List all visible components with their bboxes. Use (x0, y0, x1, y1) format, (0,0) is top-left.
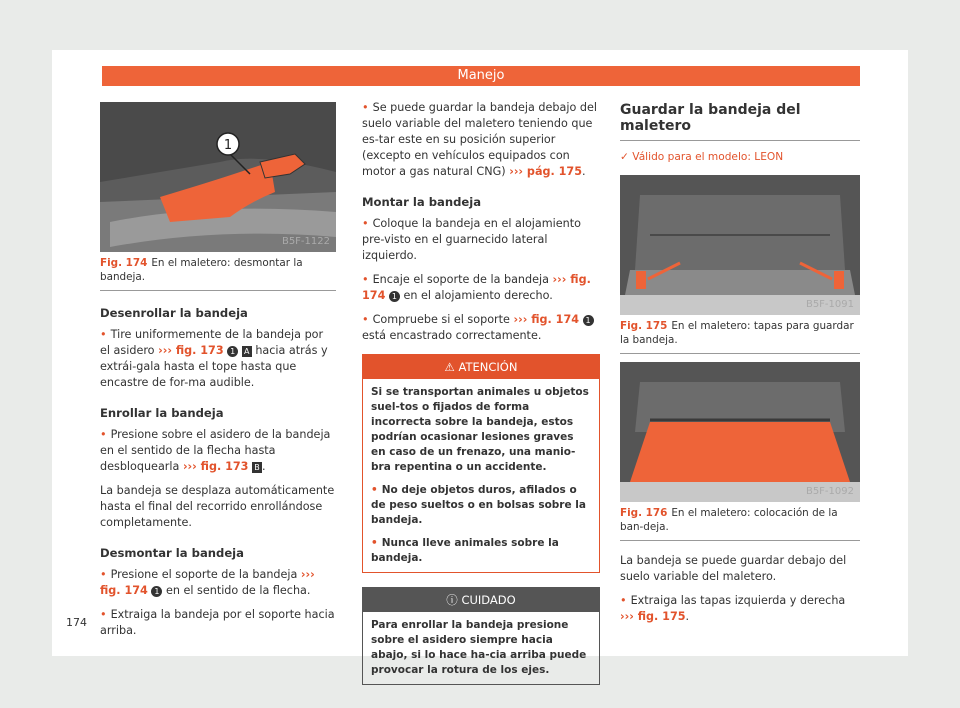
trunk-illustration-176 (620, 362, 860, 502)
bullet-icon: • (100, 428, 107, 441)
callout-1-icon: 1 (389, 291, 400, 302)
section-title-store: Guardar la bandeja del maletero (620, 102, 860, 141)
figure-174 (100, 102, 336, 252)
warning-text: Si se transportan animales u objetos suel-tos o fijados de forma incorrecta sobre la bandeja, estos podrían ocasionar lesiones graves en caso de un frenazo, una manio-bra repentina o un accidente. (371, 386, 589, 473)
column-2 (362, 100, 600, 685)
figure-number: Fig. 175 (620, 320, 668, 332)
remove-step-2: • Extraiga la bandeja por el soporte hacia arriba. (100, 608, 335, 637)
manual-page (52, 50, 908, 676)
callout-a-icon: A (242, 346, 252, 357)
section-title-roll: Enrollar la bandeja (100, 406, 224, 420)
figure-code: B5F-1122 (281, 236, 330, 247)
figure-175 (620, 175, 860, 315)
column-3 (620, 100, 860, 633)
figure-caption (620, 319, 860, 354)
bullet-icon: • (362, 273, 369, 286)
trunk-illustration-175 (620, 175, 860, 315)
remove-step-1: • Presione el soporte de la bandeja ››› fig. 174 1 en el sentido de la flecha. (100, 568, 315, 597)
mount-step-1: • Coloque la bandeja en el alojamiento pre-visto en el guarnecido lateral izquierdo. (362, 217, 581, 262)
valid-model: ✓ Válido para el modelo: LEON (620, 151, 784, 163)
fig-ref-link[interactable]: ››› fig. 173 (182, 460, 249, 473)
figure-code: B5F-1092 (805, 486, 854, 497)
warning-box (362, 354, 600, 573)
bullet-icon: • (100, 608, 107, 621)
fig-ref-link[interactable]: ››› fig. 174 (100, 568, 315, 597)
store-step-1: • Extraiga las tapas izquierda y derecha ››› fig. 175. (620, 594, 846, 623)
callout-b-icon: B (252, 462, 262, 473)
caution-text: Para enrollar la bandeja presione sobre el asidero siempre hacia abajo, si lo hace ha-cia arriba puede provocar la rotura de los ejes. (371, 619, 587, 676)
figure-code: B5F-1091 (805, 299, 854, 310)
bullet-icon: • (620, 594, 627, 607)
figure-caption-text: En el maletero: colocación de la ban-deja. (620, 507, 838, 533)
bullet-icon: • (362, 101, 369, 114)
warning-header: ⚠ ATENCIÓN (363, 355, 599, 379)
figure-caption-text: En el maletero: tapas para guardar la bandeja. (620, 320, 854, 346)
caution-info-icon: ⓘ (446, 593, 458, 607)
trunk-illustration-174 (100, 102, 336, 252)
bullet-icon: • (100, 568, 107, 581)
warning-bullet-1: • No deje objetos duros, afilados o de peso sueltos o en bolsas sobre la bandeja. (371, 484, 586, 526)
figure-caption (100, 256, 336, 291)
section-title-remove: Desmontar la bandeja (100, 546, 244, 560)
section-title-mount: Montar la bandeja (362, 195, 482, 209)
callout-1-icon: 1 (151, 586, 162, 597)
bullet-icon: • (362, 217, 369, 230)
caution-box (362, 587, 600, 685)
section-title-unroll: Desenrollar la bandeja (100, 306, 248, 320)
roll-step-1: • Presione sobre el asidero de la bandeja en el sentido de la flecha hasta desbloquearla ››› fig. 173 B . (100, 428, 331, 473)
fig-ref-link[interactable]: ››› fig. 174 (362, 273, 591, 302)
page-ref-link[interactable]: ››› pág. 175 (509, 165, 582, 178)
figure-176 (620, 362, 860, 502)
figure-number: Fig. 176 (620, 507, 668, 519)
bullet-icon: • (371, 537, 378, 549)
warning-bullet-2: • Nunca lleve animales sobre la bandeja. (371, 537, 559, 564)
bullet-icon: • (100, 328, 107, 341)
fig-ref-link[interactable]: ››› fig. 175 (620, 610, 686, 623)
section-header: Manejo (102, 66, 860, 86)
warning-triangle-icon: ⚠ (444, 360, 455, 374)
mount-step-2: • Encaje el soporte de la bandeja ››› fig. 174 1 en el alojamiento derecho. (362, 273, 591, 302)
checkmark-icon: ✓ (620, 151, 629, 163)
roll-paragraph: La bandeja se desplaza automáticamente hasta el final del recorrido enrollándose completamente. (100, 484, 335, 529)
callout-1-icon: 1 (583, 315, 594, 326)
column-1 (100, 102, 336, 647)
bullet-icon: • (362, 313, 369, 326)
callout-1-icon: 1 (227, 346, 238, 357)
store-intro: • Se puede guardar la bandeja debajo del suelo variable del maletero teniendo que es-tar este en su posición superior (excepto en vehículos equipados con motor a gas natural CNG) ››› pág. 175. (362, 101, 597, 178)
bullet-icon: • (371, 484, 378, 496)
caution-header: ⓘ CUIDADO (363, 588, 599, 612)
fig-ref-link[interactable]: ››› fig. 173 (158, 344, 224, 357)
unroll-step-1: • Tire uniformemente de la bandeja por el asidero ››› fig. 173 1 A hacia atrás y extrái-gala hasta el tope hasta que encastre de for-ma audible. (100, 328, 328, 389)
figure-caption-text: En el maletero: desmontar la bandeja. (100, 257, 303, 283)
figure-callout-1: 1 (223, 138, 233, 153)
fig-ref-link[interactable]: ››› fig. 174 (513, 313, 580, 326)
figure-number: Fig. 174 (100, 257, 148, 269)
page-number: 174 (66, 616, 87, 629)
store-paragraph: La bandeja se puede guardar debajo del suelo variable del maletero. (620, 554, 847, 583)
mount-step-3: • Compruebe si el soporte ››› fig. 174 1 está encastrado correctamente. (362, 312, 600, 344)
figure-caption (620, 506, 860, 541)
